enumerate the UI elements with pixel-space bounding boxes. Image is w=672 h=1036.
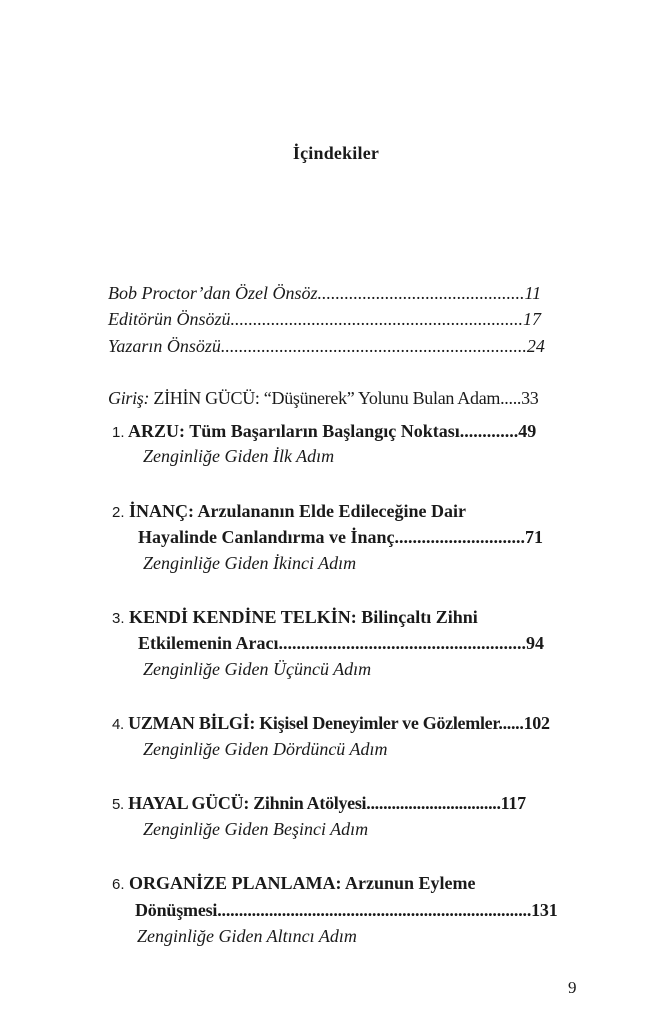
toc-chapter-5-subtitle: Zenginliğe Giden Beşinci Adım — [143, 819, 369, 839]
toc-chapter-4: 4. UZMAN BİLGİ: Kişisel Deneyimler ve Gözlemler......102 — [112, 712, 550, 736]
toc-chapter-1: 1. ARZU: Tüm Başarıların Başlangıç Noktası.............49 — [112, 420, 536, 444]
chapter-number: 5. — [112, 796, 124, 813]
chapter-number: 3. — [112, 610, 125, 627]
toc-entry-foreword-author: Yazarın Önsözü....................................................................24 — [108, 336, 545, 356]
toc-chapter-5: 5. HAYAL GÜCÜ: Zihnin Atölyesi................................117 — [112, 792, 526, 816]
toc-chapter-2-subtitle: Zenginliğe Giden İkinci Adım — [143, 553, 357, 573]
page-number: 9 — [568, 978, 577, 997]
toc-chapter-2-line2: Hayalinde Canlandırma ve İnanç.............................71 — [138, 527, 544, 547]
toc-chapter-6-line2: Dönüşmesi.........................................................................131 — [135, 900, 558, 920]
toc-chapter-6-subtitle: Zenginliğe Giden Altıncı Adım — [137, 926, 357, 946]
toc-chapter-4-subtitle: Zenginliğe Giden Dördüncü Adım — [143, 739, 388, 759]
chapter-number: 2. — [112, 504, 125, 521]
page-title: İçindekiler — [292, 143, 380, 163]
toc-entry-foreword-editor: Editörün Önsözü.................................................................17 — [108, 309, 542, 329]
toc-entry-intro: Giriş: ZİHİN GÜCÜ: “Düşünerek” Yolunu Bulan Adam.....33 — [108, 388, 539, 408]
toc-chapter-6: 6. ORGANİZE PLANLAMA: Arzunun Eyleme — [112, 872, 476, 896]
toc-chapter-3-line2: Etkilemenin Aracı.......................................................94 — [138, 633, 544, 653]
toc-entry-foreword-proctor: Bob Proctor’dan Özel Önsöz..............................................11 — [108, 283, 542, 303]
toc-chapter-3-subtitle: Zenginliğe Giden Üçüncü Adım — [143, 659, 372, 679]
toc-chapter-3: 3. KENDİ KENDİNE TELKİN: Bilinçaltı Zihni — [112, 606, 478, 630]
toc-chapter-2: 2. İNANÇ: Arzulananın Elde Edileceğine Dair — [112, 500, 466, 524]
chapter-number: 4. — [112, 716, 124, 733]
chapter-number: 1. — [112, 424, 125, 441]
chapter-number: 6. — [112, 876, 125, 893]
toc-chapter-1-subtitle: Zenginliğe Giden İlk Adım — [143, 446, 335, 466]
